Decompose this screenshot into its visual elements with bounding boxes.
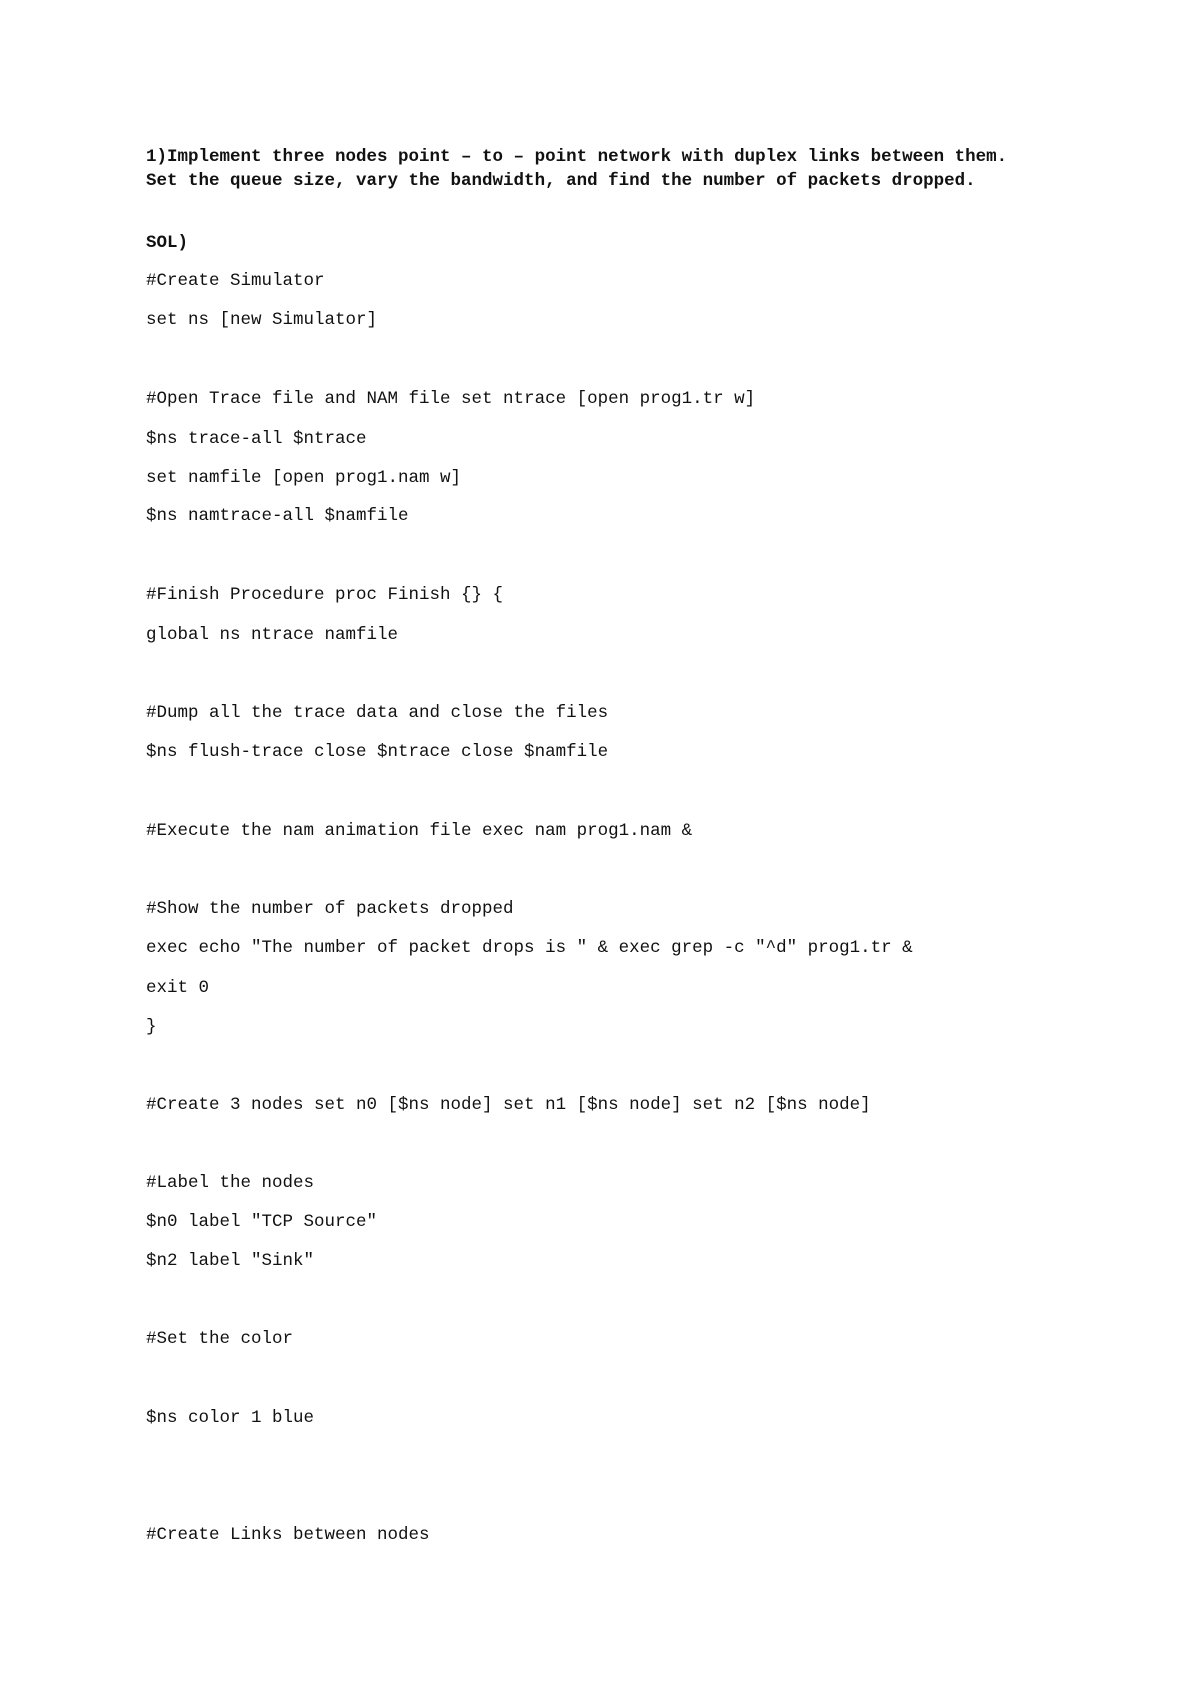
- code-line: #Show the number of packets dropped: [146, 899, 514, 919]
- code-line: #Execute the nam animation file exec nam prog1.nam &: [146, 821, 693, 841]
- code-line: exec echo "The number of packet drops is " & exec grep -c "^d" prog1.tr &: [146, 938, 913, 958]
- question-text: 1)Implement three nodes point – to – point network with duplex links between them. Set the queue size, vary the bandwidth, and find the number of packets dropped.: [146, 147, 1018, 191]
- code-line: $ns namtrace-all $namfile: [146, 506, 409, 526]
- code-line: #Create 3 nodes set n0 [$ns node] set n1 [$ns node] set n2 [$ns node]: [146, 1095, 871, 1115]
- code-line: #Finish Procedure proc Finish {} {: [146, 585, 504, 605]
- code-line: #Label the nodes: [146, 1173, 315, 1193]
- code-line: $ns flush-trace close $ntrace close $namfile: [146, 742, 609, 762]
- code-line: #Open Trace file and NAM file set ntrace [open prog1.tr w]: [146, 389, 756, 409]
- code-line: set namfile [open prog1.nam w]: [146, 468, 462, 488]
- solution-label: SOL): [146, 233, 189, 253]
- code-line: #Set the color: [146, 1329, 294, 1349]
- code-line: set ns [new Simulator]: [146, 310, 378, 330]
- code-line: #Create Links between nodes: [146, 1525, 430, 1545]
- code-line: $n2 label "Sink": [146, 1251, 315, 1271]
- code-line: exit 0: [146, 978, 210, 998]
- code-line: global ns ntrace namfile: [146, 625, 399, 645]
- code-line: #Dump all the trace data and close the files: [146, 703, 609, 723]
- code-line: $n0 label "TCP Source": [146, 1212, 378, 1232]
- code-line: }: [146, 1017, 157, 1037]
- code-line: $ns trace-all $ntrace: [146, 429, 367, 449]
- code-line: #Create Simulator: [146, 271, 325, 291]
- code-line: $ns color 1 blue: [146, 1408, 315, 1428]
